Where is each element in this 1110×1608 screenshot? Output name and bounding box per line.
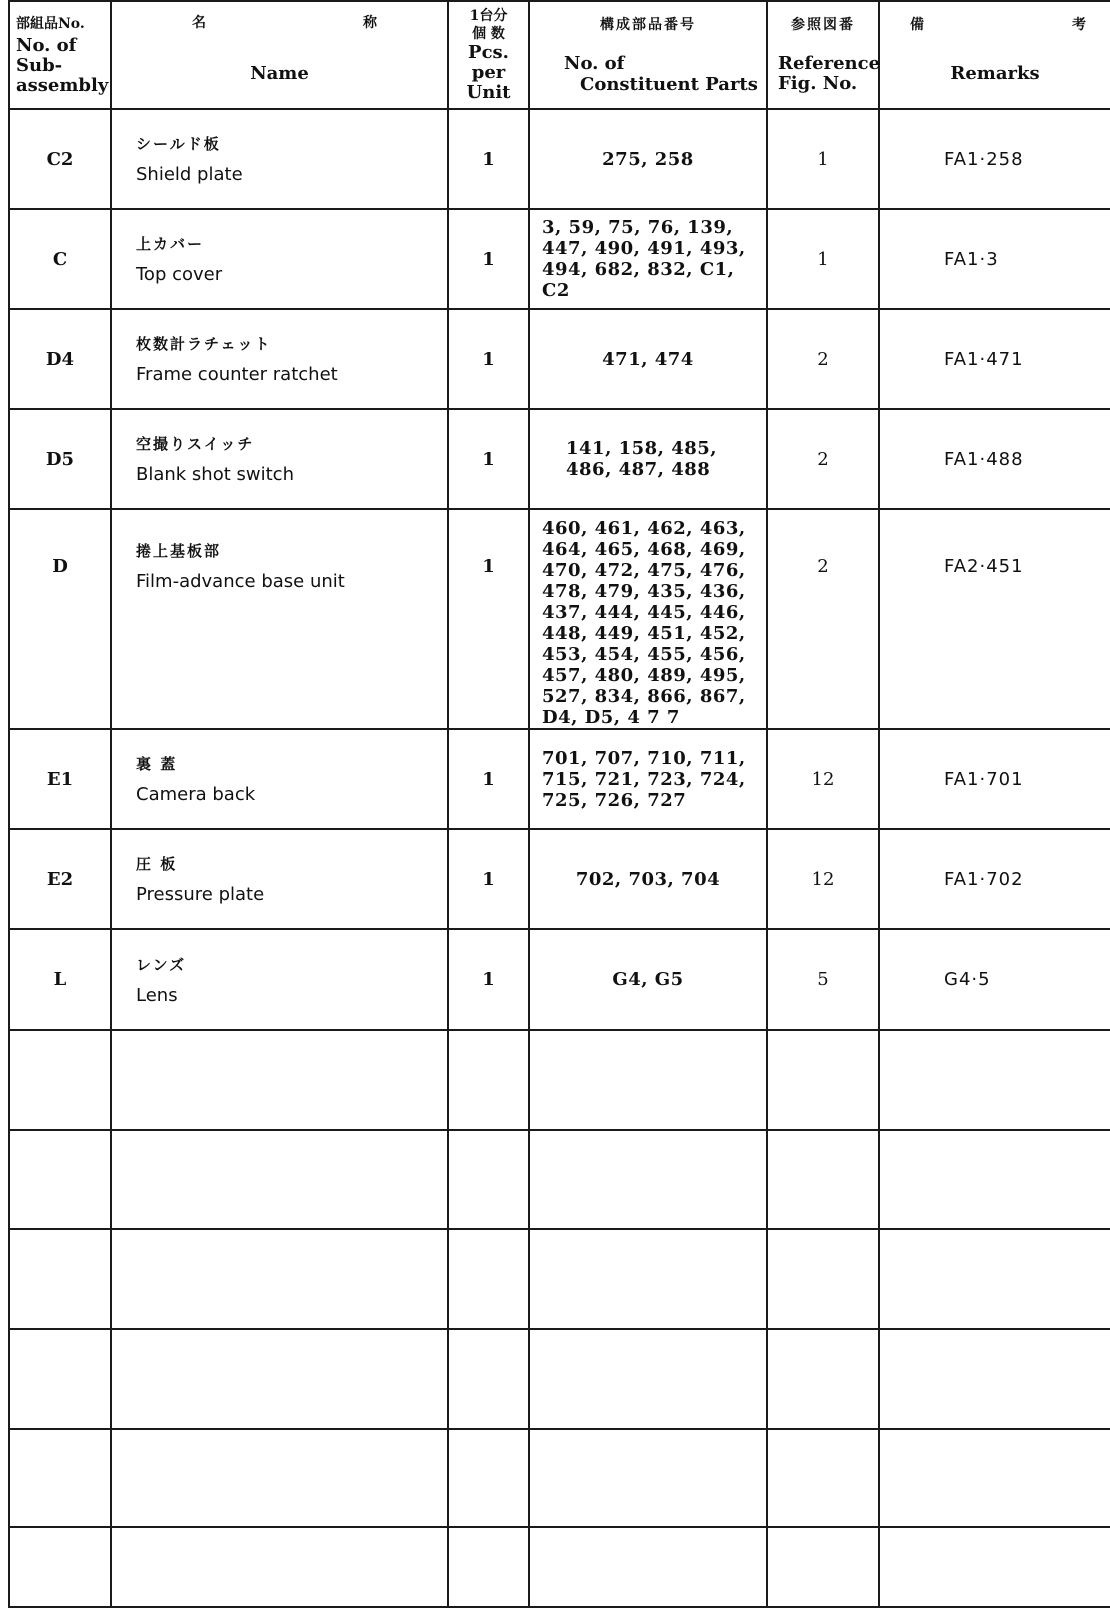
cell-ref: 5 xyxy=(767,929,879,1030)
header-name-jp-2: 称 xyxy=(363,15,377,31)
cell-pcs: 1 xyxy=(448,929,529,1030)
empty-row xyxy=(9,1429,1110,1527)
header-subassembly-no xyxy=(9,1,111,109)
name-en: Camera back xyxy=(136,784,256,805)
empty-row xyxy=(9,1030,1110,1130)
cell-ref: 1 xyxy=(767,109,879,209)
header-name xyxy=(111,1,448,109)
cell-pcs: 1 xyxy=(448,209,529,309)
empty-cell xyxy=(448,1527,529,1607)
empty-cell xyxy=(767,1130,879,1229)
header-row xyxy=(9,1,1110,109)
cell-remarks: FA2·451 xyxy=(879,509,1110,729)
header-pcs-per-unit xyxy=(448,1,529,109)
header-ref-jp: 参照図番 xyxy=(791,17,855,33)
header-ref-en-1: Reference xyxy=(778,53,881,74)
cell-subassembly-no: E1 xyxy=(9,729,111,829)
cell-ref: 12 xyxy=(767,729,879,829)
empty-cell xyxy=(448,1030,529,1130)
cell-parts: 701, 707, 710, 711, 715, 721, 723, 724, 725, 726, 727 xyxy=(529,729,767,829)
empty-cell xyxy=(879,1429,1110,1527)
table-row xyxy=(9,409,1110,509)
empty-cell xyxy=(9,1429,111,1527)
name-en: Pressure plate xyxy=(136,884,265,905)
empty-cell xyxy=(529,1030,767,1130)
cell-parts: 460, 461, 462, 463, 464, 465, 468, 469, 470, 472, 475, 476, 478, 479, 435, 436, 437, 444, 445, 446, 448, 449, 451, 452, 453, 454, 455, 456, 457, 480, 489, 495, 527, 834, 866, 867, D4, D5, 4 7 7 xyxy=(529,509,767,729)
cell-remarks: FA1·3 xyxy=(879,209,1110,309)
empty-cell xyxy=(767,1527,879,1607)
cell-name xyxy=(111,929,448,1030)
name-en: Blank shot switch xyxy=(136,464,294,485)
empty-cell xyxy=(9,1030,111,1130)
header-name-en: Name xyxy=(250,63,309,84)
cell-subassembly-no: L xyxy=(9,929,111,1030)
empty-row xyxy=(9,1527,1110,1607)
name-jp: 枚数計ラチェット xyxy=(136,335,272,353)
name-jp: 圧 板 xyxy=(136,855,178,873)
header-pcs-jp-1: 1台分 xyxy=(469,8,508,24)
name-jp: 空撮りスイッチ xyxy=(136,435,255,453)
cell-remarks: FA1·471 xyxy=(879,309,1110,409)
table-row xyxy=(9,829,1110,929)
cell-subassembly-no: D5 xyxy=(9,409,111,509)
empty-cell xyxy=(879,1130,1110,1229)
cell-ref: 12 xyxy=(767,829,879,929)
empty-cell xyxy=(529,1329,767,1429)
empty-cell xyxy=(879,1527,1110,1607)
name-en: Film-advance base unit xyxy=(136,571,345,592)
empty-cell xyxy=(767,1030,879,1130)
header-pcs-en-2: Unit xyxy=(466,82,511,103)
cell-subassembly-no: C2 xyxy=(9,109,111,209)
subassembly-table xyxy=(8,0,1110,1608)
table-row xyxy=(9,729,1110,829)
cell-pcs: 1 xyxy=(448,509,529,729)
cell-pcs: 1 xyxy=(448,729,529,829)
empty-cell xyxy=(448,1130,529,1229)
name-jp: シールド板 xyxy=(136,135,221,153)
empty-cell xyxy=(111,1030,448,1130)
cell-parts: 141, 158, 485, 486, 487, 488 xyxy=(529,409,767,509)
header-ref-en-2: Fig. No. xyxy=(778,73,858,94)
parts-list-sheet xyxy=(8,0,1110,1605)
table-row xyxy=(9,509,1110,729)
cell-parts: 471, 474 xyxy=(529,309,767,409)
empty-row xyxy=(9,1229,1110,1329)
table-row xyxy=(9,109,1110,209)
empty-cell xyxy=(767,1329,879,1429)
empty-cell xyxy=(111,1527,448,1607)
empty-cell xyxy=(448,1429,529,1527)
header-remarks xyxy=(879,1,1110,109)
cell-name xyxy=(111,109,448,209)
cell-subassembly-no: E2 xyxy=(9,829,111,929)
header-ref-en xyxy=(778,54,880,94)
empty-cell xyxy=(9,1329,111,1429)
cell-remarks: FA1·488 xyxy=(879,409,1110,509)
cell-ref: 2 xyxy=(767,409,879,509)
cell-name xyxy=(111,209,448,309)
empty-cell xyxy=(529,1429,767,1527)
cell-name xyxy=(111,309,448,409)
cell-ref: 1 xyxy=(767,209,879,309)
header-remarks-en: Remarks xyxy=(950,63,1040,84)
cell-remarks: FA1·701 xyxy=(879,729,1110,829)
name-jp: 捲上基板部 xyxy=(136,542,222,560)
name-en: Top cover xyxy=(136,264,223,285)
name-en: Frame counter ratchet xyxy=(136,364,338,385)
cell-remarks: FA1·258 xyxy=(879,109,1110,209)
cell-parts: 702, 703, 704 xyxy=(529,829,767,929)
cell-ref: 2 xyxy=(767,309,879,409)
cell-name xyxy=(111,509,448,729)
cell-remarks: FA1·702 xyxy=(879,829,1110,929)
empty-cell xyxy=(879,1030,1110,1130)
cell-name xyxy=(111,409,448,509)
empty-cell xyxy=(9,1130,111,1229)
empty-cell xyxy=(111,1229,448,1329)
header-remarks-jp-2: 考 xyxy=(1072,17,1086,33)
cell-pcs: 1 xyxy=(448,829,529,929)
name-jp: 上カバー xyxy=(136,235,205,253)
header-remarks-jp-1: 備 xyxy=(910,17,924,33)
table-row xyxy=(9,309,1110,409)
empty-cell xyxy=(767,1229,879,1329)
empty-cell xyxy=(111,1429,448,1527)
cell-subassembly-no: C xyxy=(9,209,111,309)
name-en: Lens xyxy=(136,984,178,1006)
header-parts-en-2: Constituent Parts xyxy=(580,74,758,95)
cell-subassembly-no: D xyxy=(9,509,111,729)
empty-cell xyxy=(529,1527,767,1607)
cell-pcs: 1 xyxy=(448,309,529,409)
empty-row xyxy=(9,1130,1110,1229)
cell-ref: 2 xyxy=(767,509,879,729)
cell-parts: 275, 258 xyxy=(529,109,767,209)
table-row xyxy=(9,929,1110,1030)
cell-name xyxy=(111,829,448,929)
cell-parts: 3, 59, 75, 76, 139, 447, 490, 491, 493, 494, 682, 832, C1, C2 xyxy=(529,209,767,309)
header-subassembly-en: No. of Sub-assembly xyxy=(16,35,109,96)
header-pcs-en-1: Pcs. per xyxy=(468,42,509,83)
empty-cell xyxy=(448,1229,529,1329)
empty-cell xyxy=(529,1229,767,1329)
header-name-jp-1: 名 xyxy=(192,15,206,31)
header-constituent-parts xyxy=(529,1,767,109)
table-row xyxy=(9,209,1110,309)
empty-cell xyxy=(879,1229,1110,1329)
cell-pcs: 1 xyxy=(448,409,529,509)
name-jp: レンズ xyxy=(136,955,187,974)
empty-cell xyxy=(9,1229,111,1329)
cell-subassembly-no: D4 xyxy=(9,309,111,409)
cell-name xyxy=(111,729,448,829)
header-pcs-jp-2: 個 数 xyxy=(472,26,505,42)
empty-cell xyxy=(9,1527,111,1607)
empty-cell xyxy=(767,1429,879,1527)
header-parts-jp: 構成部品番号 xyxy=(600,17,696,33)
header-parts-en-1: No. of xyxy=(564,53,625,74)
header-subassembly-jp: 部組品No. xyxy=(16,16,85,32)
name-en: Shield plate xyxy=(136,164,243,185)
cell-parts: G4, G5 xyxy=(529,929,767,1030)
empty-cell xyxy=(448,1329,529,1429)
cell-remarks: G4·5 xyxy=(879,929,1110,1030)
empty-cell xyxy=(879,1329,1110,1429)
empty-cell xyxy=(111,1329,448,1429)
empty-row xyxy=(9,1329,1110,1429)
header-reference-fig xyxy=(767,1,879,109)
empty-cell xyxy=(529,1130,767,1229)
cell-pcs: 1 xyxy=(448,109,529,209)
empty-cell xyxy=(111,1130,448,1229)
name-jp: 裏 蓋 xyxy=(136,755,178,773)
